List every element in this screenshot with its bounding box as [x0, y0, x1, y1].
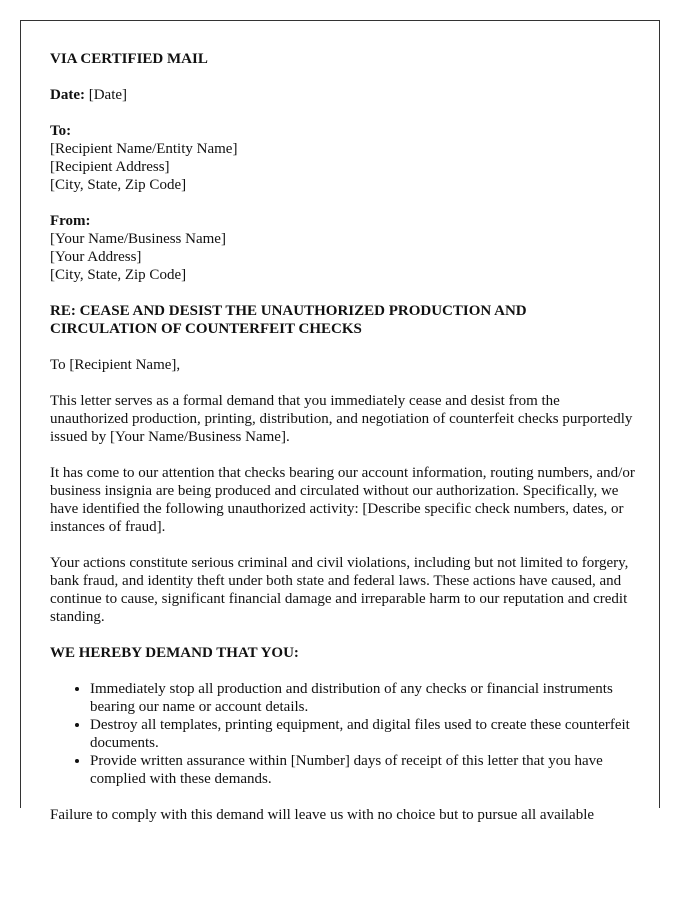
body-paragraph: Your actions constitute serious criminal and civil violations, including but not limited to forgery, bank fraud, and identity theft under both state and federal laws. These actions have caused, and continue to cause, significant financial damage and irreparable harm to our reputation and credit standing.: [50, 555, 629, 625]
recipient-label: To:: [50, 123, 72, 139]
body-paragraph: It has come to our attention that checks bearing our account information, routing numbers, and/or business insignia are being produced and circulated without our authorization. Specifically, we have identified the following unauthorized activity: [Describe specific check numbers, dates, or instances of fraud].: [50, 465, 635, 535]
date-label: Date:: [50, 87, 85, 103]
subject-line: RE: CEASE AND DESIST THE UNAUTHORIZED PRODUCTION AND CIRCULATION OF COUNTERFEIT CHECKS: [50, 303, 527, 337]
sender-label: From:: [50, 213, 91, 229]
recipient-address: [Recipient Address]: [50, 159, 170, 175]
recipient-name: [Recipient Name/Entity Name]: [50, 141, 238, 157]
demand-item: • Immediately stop all production and distribution of any checks or financial instruments bearing our name or account details.: [90, 680, 635, 716]
delivery-method: VIA CERTIFIED MAIL: [50, 51, 208, 67]
sender-city-state-zip: [City, State, Zip Code]: [50, 267, 187, 283]
closing-paragraph: Failure to comply with this demand will leave us with no choice but to pursue all available: [50, 807, 595, 823]
demands-heading: WE HEREBY DEMAND THAT YOU:: [50, 645, 299, 661]
letter-content: [50, 50, 635, 842]
letter-page: [20, 20, 660, 823]
sender-address: [Your Address]: [50, 249, 142, 265]
date-value: [Date]: [88, 87, 128, 103]
demand-item: • Provide written assurance within [Number] days of receipt of this letter that you have complied with these demands.: [90, 752, 635, 788]
demands-list: [50, 680, 635, 788]
sender-block: [50, 212, 635, 284]
sender-name: [Your Name/Business Name]: [50, 231, 226, 247]
date-line: [50, 86, 635, 104]
body-paragraph: This letter serves as a formal demand that you immediately cease and desist from the unauthorized production, printing, distribution, and negotiation of counterfeit checks purportedly issued by [Your Name/Business Name].: [50, 393, 633, 445]
recipient-block: [50, 122, 635, 194]
demand-item: • Destroy all templates, printing equipment, and digital files used to create these counterfeit documents.: [90, 716, 635, 752]
recipient-city-state-zip: [City, State, Zip Code]: [50, 177, 187, 193]
salutation: To [Recipient Name],: [50, 357, 181, 373]
